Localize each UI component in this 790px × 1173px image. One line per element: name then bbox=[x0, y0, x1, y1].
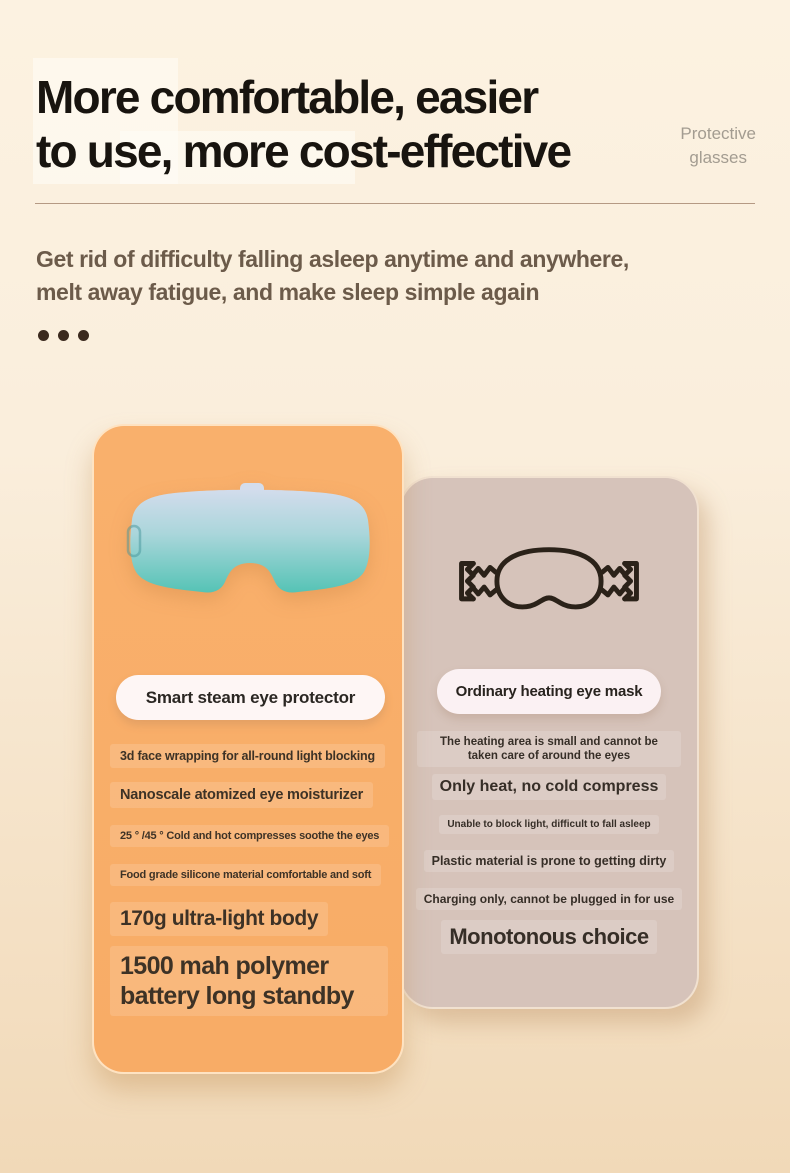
right-drawback-item bbox=[401, 850, 697, 872]
left-feature-highlight bbox=[110, 902, 328, 936]
left-feature-text: 170g ultra-light body bbox=[110, 902, 328, 936]
left-feature-item bbox=[110, 744, 385, 768]
right-card-label-pill bbox=[437, 669, 661, 714]
subtitle bbox=[36, 243, 629, 309]
corner-note-line2: glasses bbox=[689, 148, 748, 167]
page-title bbox=[36, 70, 570, 178]
right-drawback-headline bbox=[401, 920, 697, 954]
dot bbox=[78, 330, 89, 341]
corner-note bbox=[680, 122, 756, 170]
dot bbox=[38, 330, 49, 341]
right-drawback-text: Only heat, no cold compress bbox=[432, 774, 667, 800]
right-drawback-text: The heating area is small and cannot be taken care of around the eyes bbox=[417, 731, 681, 767]
ordinary-mask-card bbox=[399, 476, 699, 1009]
left-feature-text: 3d face wrapping for all-round light blocking bbox=[110, 744, 385, 768]
right-drawback-text: Monotonous choice bbox=[441, 920, 656, 954]
right-drawback-item bbox=[401, 888, 697, 910]
smart-mask-card bbox=[92, 424, 404, 1074]
subtitle-line1: Get rid of difficulty falling asleep anytime and anywhere, bbox=[36, 246, 629, 272]
eye-mask-outline-icon bbox=[434, 534, 664, 628]
left-card-label-pill bbox=[116, 675, 385, 720]
subtitle-line2: melt away fatigue, and make sleep simple again bbox=[36, 279, 540, 305]
right-drawback-text: Plastic material is prone to getting dirty bbox=[424, 850, 675, 872]
steam-eye-mask-image bbox=[120, 482, 380, 598]
left-feature-item bbox=[110, 782, 373, 808]
left-feature-text: 25 ° /45 ° Cold and hot compresses soothe the eyes bbox=[110, 825, 389, 847]
right-drawback-item bbox=[401, 731, 697, 767]
three-dots-icon bbox=[38, 330, 89, 341]
right-drawback-item bbox=[401, 774, 697, 800]
right-drawback-item bbox=[401, 815, 697, 834]
left-feature-item bbox=[110, 864, 381, 886]
left-feature-item bbox=[110, 825, 389, 847]
left-feature-highlight bbox=[110, 946, 388, 1016]
right-card-label: Ordinary heating eye mask bbox=[455, 683, 643, 700]
left-card-label: Smart steam eye protector bbox=[145, 687, 356, 707]
corner-note-line1: Protective bbox=[680, 124, 756, 143]
left-feature-text: Nanoscale atomized eye moisturizer bbox=[110, 782, 373, 808]
page-title-line2: to use, more cost-effective bbox=[36, 125, 571, 177]
divider-line bbox=[35, 203, 755, 204]
right-drawback-text: Unable to block light, difficult to fall asleep bbox=[439, 815, 658, 834]
page-title-line1: More comfortable, easier bbox=[36, 71, 538, 123]
right-drawback-text: Charging only, cannot be plugged in for use bbox=[416, 888, 682, 910]
left-feature-text: 1500 mah polymer battery long standby bbox=[110, 946, 388, 1016]
dot bbox=[58, 330, 69, 341]
left-feature-text: Food grade silicone material comfortable and soft bbox=[110, 864, 381, 886]
